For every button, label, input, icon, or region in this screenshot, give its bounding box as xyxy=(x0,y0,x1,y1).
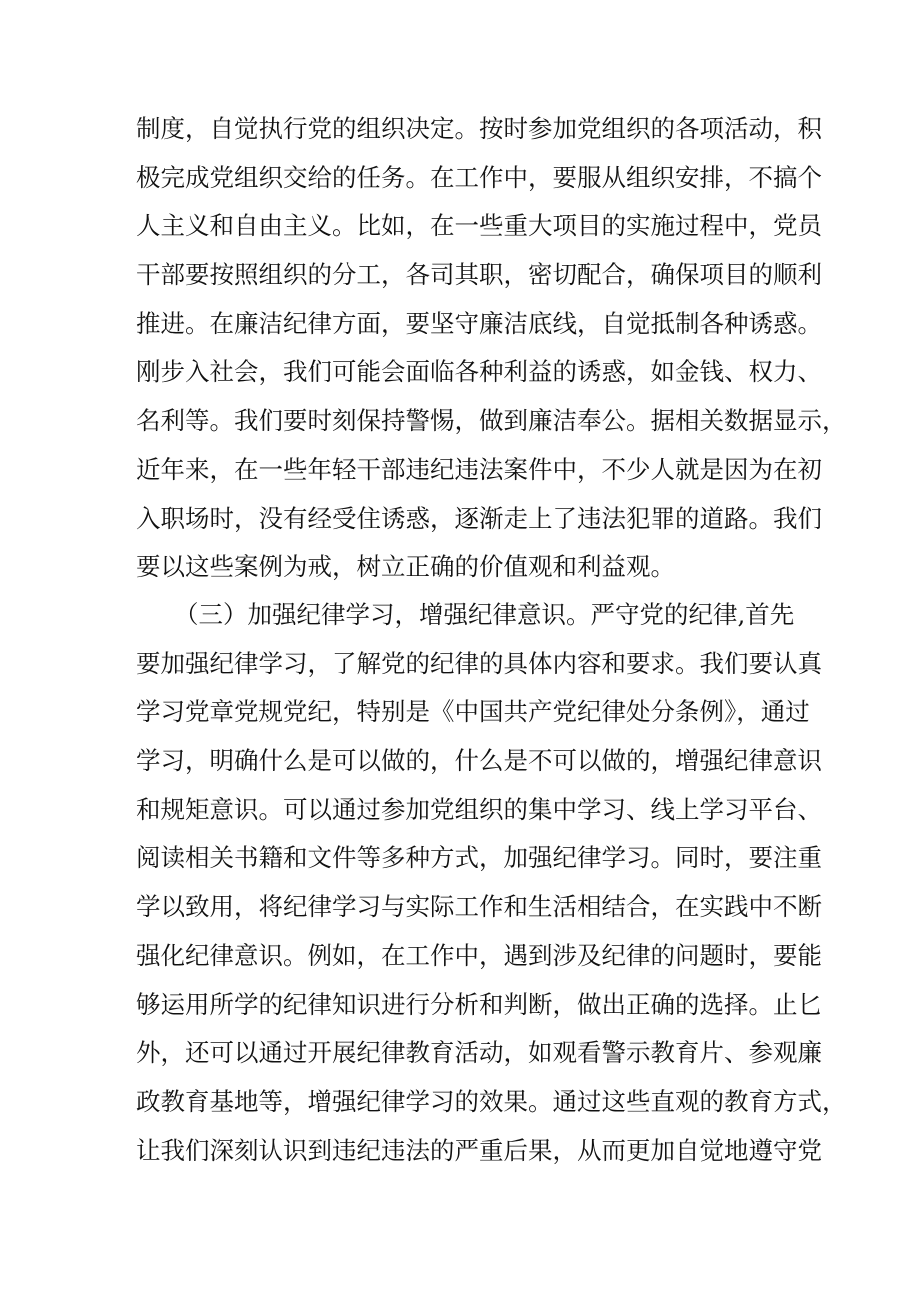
paragraph-discipline-study xyxy=(136,591,847,1175)
text-line: 近年来，在一些年轻干部违纪违法案件中，不少人就是因为在初 xyxy=(136,454,822,484)
text-line: 名利等。我们要时刻保持警惕，做到廉洁奉公。据相关数据显示， xyxy=(136,406,847,436)
text-line: 阅读相关书籍和文件等多种方式，加强纪律学习。同时，要注重 xyxy=(136,843,822,873)
paragraph-organization-discipline xyxy=(136,105,847,592)
text-line: 刚步入社会，我们可能会面临各种利益的诱惑，如金钱、权力、 xyxy=(136,357,822,387)
text-line: 极完成党组织交给的任务。在工作中，要服从组织安排，不搞个 xyxy=(136,162,822,192)
text-line: 和规矩意识。可以通过参加党组织的集中学习、线上学习平台、 xyxy=(136,794,822,824)
text-line: 推进。在廉洁纪律方面，要坚守廉洁底线，自觉抵制各种诱惑。 xyxy=(136,308,822,338)
text-line: 人主义和自由主义。比如，在一些重大项目的实施过程中，党员 xyxy=(136,211,822,241)
text-line: 政教育基地等，增强纪律学习的效果。通过这些直观的教育方式， xyxy=(136,1086,847,1116)
section-heading-line: （三）加强纪律学习，增强纪律意识。严守党的纪律,首先 xyxy=(174,600,795,629)
text-line: 学习，明确什么是可以做的，什么是不可以做的，增强纪律意识 xyxy=(136,746,822,776)
text-line: 学以致用，将纪律学习与实际工作和生活相结合，在实践中不断 xyxy=(136,892,822,922)
text-line: 外，还可以通过开展纪律教育活动，如观看警示教育片、参观廉 xyxy=(136,1038,822,1068)
text-line: 够运用所学的纪律知识进行分析和判断，做出正确的选择。止匕 xyxy=(136,989,822,1019)
text-line: 学习党章党规党纪，特别是《中国共产党纪律处分条例》，通过 xyxy=(136,697,810,727)
text-line: 干部要按照组织的分工，各司其职，密切配合，确保项目的顺利 xyxy=(136,260,822,290)
text-line: 入职场时，没有经受住诱惑，逐渐走上了违法犯罪的道路。我们 xyxy=(136,503,822,533)
text-line: 要以这些案例为戒，树立正确的价值观和利益观。 xyxy=(136,552,675,582)
text-line: 要加强纪律学习，了解党的纪律的具体内容和要求。我们要认真 xyxy=(136,648,822,678)
text-line: 强化纪律意识。例如，在工作中，遇到涉及纪律的问题时，要能 xyxy=(136,940,822,970)
text-line: 让我们深刻认识到违纪违法的严重后果，从而更加自觉地遵守党 xyxy=(136,1135,822,1165)
text-line: 制度，自觉执行党的组织决定。按时参加党组织的各项活动，积 xyxy=(136,114,822,143)
